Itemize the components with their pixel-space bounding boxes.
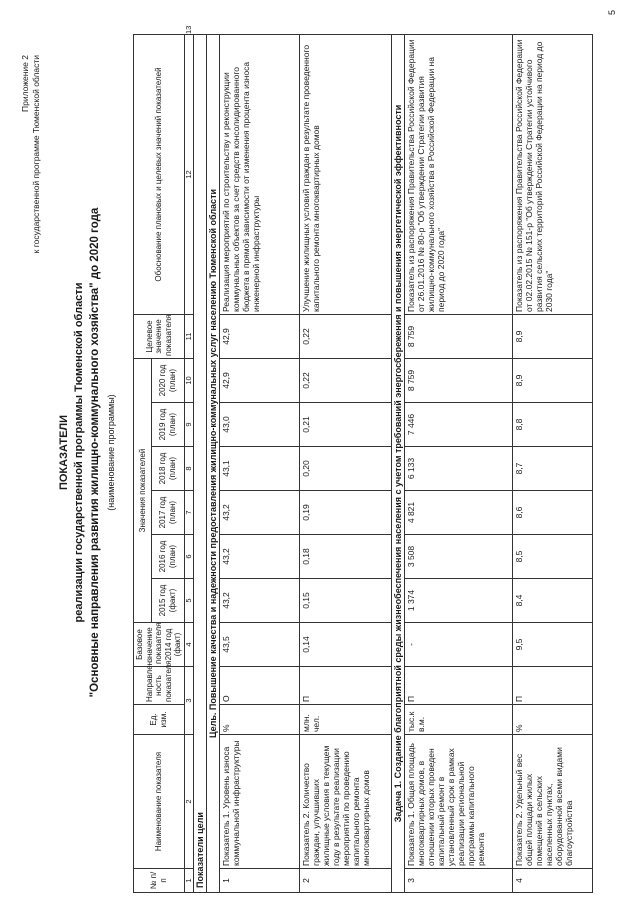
indicator-name: Показатель 2. Удельный вес общей площади жилых помещений в сельских населенных пунктах, оборудованной всеми видами благоустройства — [512, 735, 592, 869]
indicators-table — [133, 25, 593, 893]
col-number: 8 — [184, 447, 193, 491]
col-number: 9 — [184, 403, 193, 447]
col-number: 5 — [184, 579, 193, 623]
indicator-justification: Реализация мероприятий по строительству и реконструкции коммунальных объектов за счет средств консолидированного бюджета в прямой зависимости от изменения процента износа инженерной инфраструктуры — [219, 35, 299, 315]
appendix-label: Приложение 2 — [20, 55, 30, 112]
value-2018: 43,1 — [219, 447, 299, 491]
indicator-unit: % — [512, 705, 592, 735]
header-direction: Направлен ность показателя — [134, 667, 185, 705]
indicator-justification: Показатель из распоряжения Правительства Российской Федерации от 26.01.2016 № 80-р "Об утверждении Стратегии развития жилищно-коммунального хозяйства в Российской Федерации на период до 2020 года" — [404, 35, 512, 315]
header-2015: 2015 год (факт) — [152, 579, 184, 623]
table-row — [512, 35, 592, 893]
value-2017: 43,2 — [219, 491, 299, 535]
value-target: 0,22 — [299, 315, 391, 359]
header-name: Наименование показателя — [134, 735, 185, 869]
value-target: 42,9 — [219, 315, 299, 359]
indicator-name: Показатель 2. Количество граждан, улучшивших жилищные условия в текущем году в результате реализации мероприятий по проведению капитального ремонта многоквартирных домов — [299, 735, 391, 869]
value-2015: 0,15 — [299, 579, 391, 623]
indicator-unit: млн. чел. — [299, 705, 391, 735]
indicator-justification: Показатель из распоряжения Правительства Российской Федерации от 02.02.2015 № 151-р "Об утверждении Стратегии устойчивого развития сельских территорий Российской Федерации на период до 2030 года" — [512, 35, 592, 315]
header-2017: 2017 год (план) — [152, 491, 184, 535]
column-numbers-row: 1 2 3 4 5 6 7 8 9 10 11 12 13 — [184, 35, 193, 893]
value-2016: 43,2 — [219, 535, 299, 579]
value-base: 0,14 — [299, 623, 391, 667]
value-2020: 8,9 — [512, 359, 592, 403]
row-num: 4 — [512, 869, 592, 893]
value-2015: 43,2 — [219, 579, 299, 623]
value-2018: 0,20 — [299, 447, 391, 491]
value-2020: 0,22 — [299, 359, 391, 403]
row-num: 3 — [404, 869, 512, 893]
value-base: - — [404, 623, 512, 667]
header-unit: Ед. изм. — [134, 705, 185, 735]
indicator-direction: П — [299, 667, 391, 705]
table-row — [404, 35, 512, 893]
indicator-name: Показатель 1. Общая площадь многоквартирных домов, в отношении которых проведен капитальный ремонт в установленный срок в рамках реализации региональной программы капитального ремонта — [404, 735, 512, 869]
col-number: 4 — [184, 623, 193, 667]
title-line-3: "Основные направления развития жилищно-коммунального хозяйства" до 2020 года — [89, 207, 101, 698]
col-number: 2 — [184, 735, 193, 869]
indicator-direction: П — [512, 667, 592, 705]
header-num: № п/п — [134, 869, 185, 893]
value-2019: 0,21 — [299, 403, 391, 447]
col-number: 10 — [184, 359, 193, 403]
page-number: 5 — [607, 9, 617, 15]
col-number: 7 — [184, 491, 193, 535]
header-2018: 2018 год (план) — [152, 447, 184, 491]
value-2018: 6 133 — [404, 447, 512, 491]
page-title: ПОКАЗАТЕЛИ — [58, 414, 70, 491]
header-2019: 2019 год (план) — [152, 403, 184, 447]
header-2016: 2016 год (план) — [152, 535, 184, 579]
program-name-caption: (наименование программы) — [106, 394, 116, 511]
section-row-goals — [193, 35, 206, 893]
value-2020: 42,9 — [219, 359, 299, 403]
value-base: 43,5 — [219, 623, 299, 667]
col-number: 6 — [184, 535, 193, 579]
task-text: Задача 1. Создание благоприятной среды жизнеобеспечения населения с учетом требований энергосбережения и повышения энергетической эффективности — [391, 35, 404, 893]
value-2016: 0,18 — [299, 535, 391, 579]
task-row — [391, 35, 404, 893]
value-2017: 0,19 — [299, 491, 391, 535]
value-2017: 4 821 — [404, 491, 512, 535]
indicator-direction: О — [219, 667, 299, 705]
indicator-unit: % — [219, 705, 299, 735]
value-2016: 8,5 — [512, 535, 592, 579]
value-2016: 3 508 — [404, 535, 512, 579]
header-justification: Обоснование плановых и целевых значений показателей — [134, 35, 185, 315]
table-header-row — [134, 35, 152, 893]
value-2015: 8,4 — [512, 579, 592, 623]
col-number: 1 — [184, 869, 193, 893]
table-row — [219, 35, 299, 893]
value-2019: 8,8 — [512, 403, 592, 447]
goal-row — [206, 35, 219, 893]
row-num: 1 — [219, 869, 299, 893]
col-number: 3 — [184, 667, 193, 735]
col-number: 11 — [184, 315, 193, 359]
value-base: 9,5 — [512, 623, 592, 667]
indicator-direction: П — [404, 667, 512, 705]
header-base: Базовое значение показателя 2014 год (факт) — [134, 623, 185, 667]
value-2019: 43,0 — [219, 403, 299, 447]
goal-text: Цель. Повышение качества и надежности предоставления жилищно-коммунальных услуг населению Тюменской области — [206, 35, 219, 893]
indicator-name: Показатель 1. Уровень износа коммунальной инфраструктуры — [219, 735, 299, 869]
appendix-reference: к государственной программе Тюменской области — [31, 55, 41, 254]
value-2015: 1 374 — [404, 579, 512, 623]
header-values-group: Значения показателей — [134, 359, 152, 623]
value-2019: 7 446 — [404, 403, 512, 447]
table-row — [299, 35, 391, 893]
header-target: Целевое значение показателя — [134, 315, 185, 359]
indicator-unit: тыс.к в.м. — [404, 705, 512, 735]
value-2018: 8,7 — [512, 447, 592, 491]
value-2020: 8 759 — [404, 359, 512, 403]
col-number: 12 — [184, 35, 193, 315]
value-2017: 8,6 — [512, 491, 592, 535]
indicator-justification: Улучшение жилищных условий граждан в результате проведенного капитального ремонта многоквартирных домов — [299, 35, 391, 315]
value-target: 8 759 — [404, 315, 512, 359]
header-2020: 2020 год (план) — [152, 359, 184, 403]
section-goals-label: Показатели цели — [193, 35, 206, 893]
value-target: 8,9 — [512, 315, 592, 359]
title-line-2: реализации государственной программы Тюменской области — [73, 282, 85, 623]
row-num: 2 — [299, 869, 391, 893]
